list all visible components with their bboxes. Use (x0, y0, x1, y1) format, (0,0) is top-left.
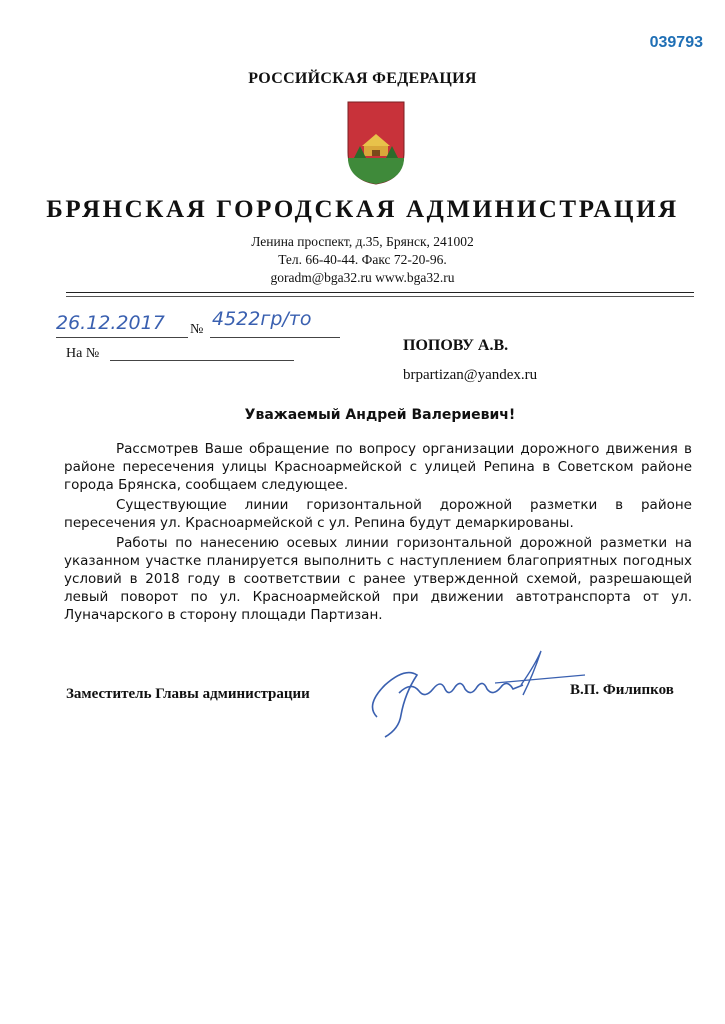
org-phones: Тел. 66-40-44. Факс 72-20-96. (278, 252, 447, 267)
org-address: Ленина проспект, д.35, Брянск, 241002 (251, 234, 474, 249)
handwritten-signature (345, 645, 595, 745)
number-underline (210, 337, 340, 338)
organization-name: БРЯНСКАЯ ГОРОДСКАЯ АДМИНИСТРАЦИЯ (46, 196, 679, 223)
date-underline (56, 337, 188, 338)
recipient-email: brpartizan@yandex.ru (403, 367, 538, 383)
salutation: Уважаемый Андрей Валериевич! (244, 407, 516, 423)
city-coat-of-arms (346, 100, 406, 186)
header-divider-secondary (66, 296, 694, 297)
registration-number: 039793 (649, 34, 703, 51)
paragraph: Существующие линии горизонтальной дорожной разметки в районе пересечения ул. Красноармейской с ул. Репина будут демаркированы. (64, 497, 692, 531)
outgoing-number: 4522гр/то (212, 308, 312, 330)
org-contacts: goradm@bga32.ru www.bga32.ru (270, 270, 455, 285)
letter-body (64, 440, 692, 626)
reply-to-underline (110, 360, 294, 361)
reply-to-label: На № (66, 346, 100, 361)
outgoing-date: 26.12.2017 (56, 312, 165, 334)
number-sign: № (190, 322, 204, 337)
paragraph: Работы по нанесению осевых линии горизонтальной дорожной разметки на указанном участке планируется выполнить с наступлением благоприятных погодных условий в 2018 году в соответствии с ранее утвержденной схемой, разрешающей левый поворот по ул. Красноармейской при движении автотранспорта от ул. Луначарского в сторону площади Партизан. (64, 535, 692, 623)
signatory-name: В.П. Филипков (570, 682, 674, 698)
paragraph: Рассмотрев Ваше обращение по вопросу организации дорожного движения в районе пересечения улицы Красноармейской с улицей Репина в Советском районе города Брянска, сообщаем следующее. (64, 441, 692, 493)
header-divider (66, 292, 694, 293)
signatory-title: Заместитель Главы администрации (66, 686, 310, 702)
country-heading: РОССИЙСКАЯ ФЕДЕРАЦИЯ (248, 70, 477, 87)
recipient-name: ПОПОВУ А.В. (403, 337, 509, 354)
